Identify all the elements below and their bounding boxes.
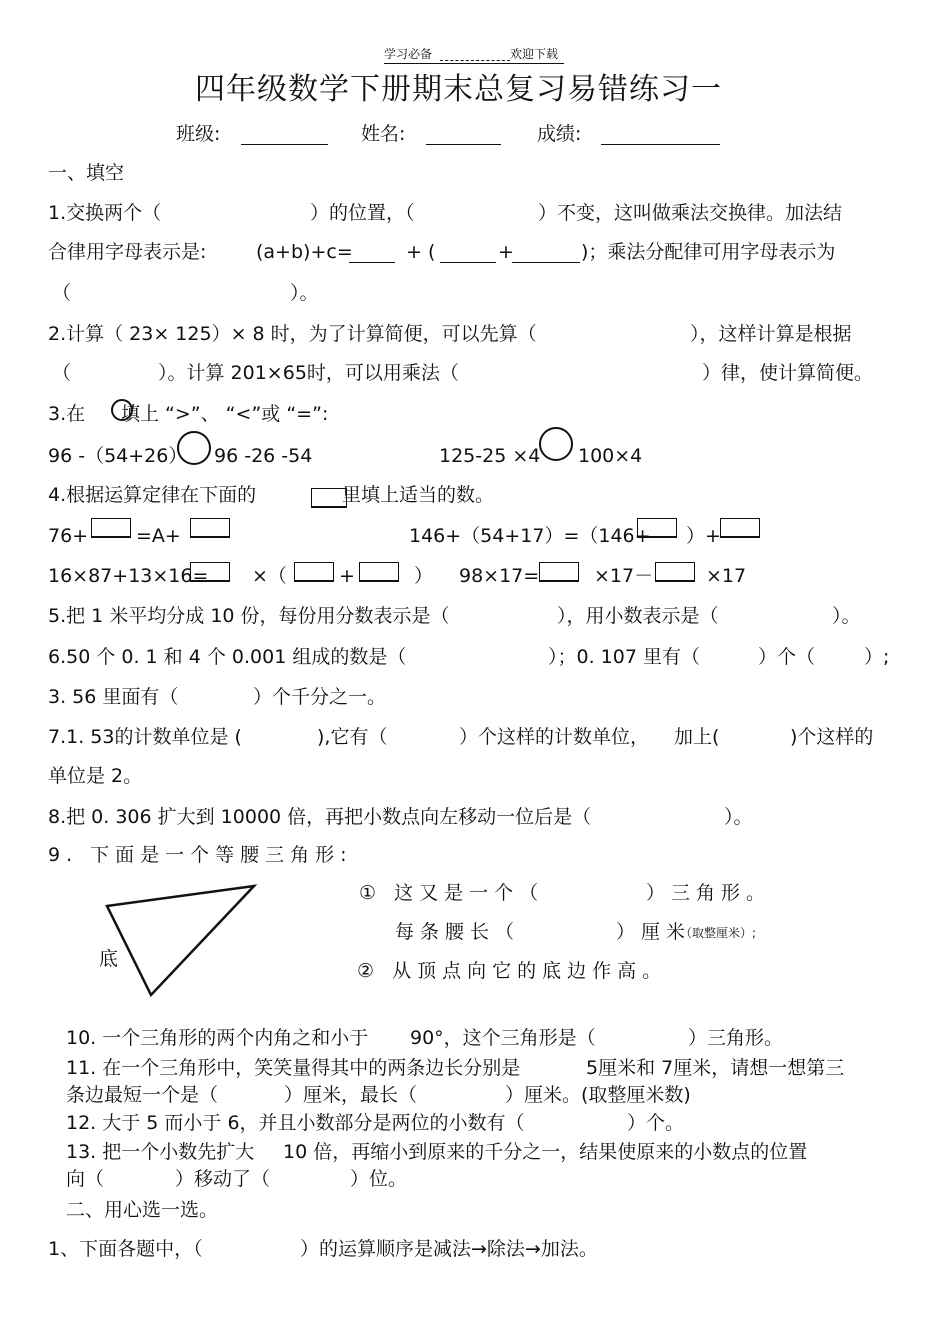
q4-row2b: ×（: [252, 565, 287, 587]
q1-blank-3[interactable]: [512, 262, 580, 263]
q5-c: ）。: [832, 605, 861, 627]
q10-a: 10. 一个三角形的两个内角之和小于: [66, 1027, 369, 1049]
section1-heading: 一、填空: [48, 162, 125, 184]
q9-part3: ② 从顶点向它的底边作高。: [357, 960, 668, 982]
q4-box-2[interactable]: [190, 518, 230, 538]
q4-box-6[interactable]: [294, 562, 334, 582]
q11-c: 条边最短一个是（: [66, 1084, 219, 1106]
q4-row1b: =A+: [136, 525, 181, 547]
q8-a: 8.把 0. 306 扩大到 10000 倍，再把小数点向左移动一位后是（: [48, 806, 592, 828]
q11-e: ）厘米。(取整厘米数): [505, 1084, 691, 1106]
name-blank[interactable]: [426, 144, 501, 145]
q4-row1d: ）+: [686, 525, 721, 547]
q4-box-7[interactable]: [359, 562, 399, 582]
q1-line2a: 合律用字母表示是:: [48, 241, 207, 263]
q13-b: 10 倍，再缩小到原来的千分之一，结果使原来的小数点的位置: [283, 1141, 808, 1163]
q2-line1b: ），这样计算是根据: [690, 323, 852, 345]
q4-row2e: 98×17=: [459, 565, 540, 587]
section2-q1a: 1、下面各题中，（: [48, 1238, 203, 1260]
q1-line1c: ）不变，这叫做乘法交换律。加法结: [538, 202, 843, 224]
q4-box-8[interactable]: [539, 562, 579, 582]
q1-line3b: ）。: [290, 282, 319, 304]
q4-row2c: +: [339, 565, 355, 587]
q12-a: 12. 大于 5 而小于 6，并且小数部分是两位的小数有（: [66, 1112, 525, 1134]
q9-part2a: 每条腰长（: [395, 921, 521, 943]
header-right-text: 欢迎下载: [510, 47, 559, 61]
q9-heading: 9. 下面是一个等腰三角形:: [48, 844, 353, 866]
q4-row1a: 76+: [48, 525, 89, 547]
q2-line2a: （: [52, 362, 72, 384]
score-label: 成绩:: [537, 123, 582, 145]
name-label: 姓名:: [361, 123, 406, 145]
q10-b: 90°，这个三角形是（: [410, 1027, 596, 1049]
q2-line2b: ）。计算 201×65时，可以用乘法（: [158, 362, 459, 384]
q4-line1a: 4.根据运算定律在下面的: [48, 484, 257, 506]
q11-d: ）厘米，最长（: [284, 1084, 418, 1106]
q9-part2b: ）厘米: [616, 921, 692, 943]
q8-b: ）。: [724, 806, 753, 828]
class-blank[interactable]: [241, 144, 328, 145]
triangle-base-label: 底: [99, 948, 119, 970]
q5-b: ），用小数表示是（: [557, 605, 719, 627]
q11-a: 11. 在一个三角形中，笑笑量得其中的两条边长分别是: [66, 1057, 521, 1079]
q1-line3a: （: [52, 282, 72, 304]
header-rule: [384, 63, 564, 64]
section2-heading: 二、用心选一选。: [66, 1199, 219, 1221]
q4-row2a: 16×87+13×16=: [48, 565, 209, 587]
q9-part1b: ）三角形。: [646, 882, 772, 904]
q3-line1b: 填上 “>”、 “<”或 “=”:: [121, 403, 329, 425]
q12-b: ）个。: [627, 1112, 685, 1134]
q2-line1a: 2.计算（ 23× 125）× 8 时，为了计算简便，可以先算（: [48, 323, 537, 345]
q4-box-1[interactable]: [91, 518, 131, 538]
triangle-shape: [107, 886, 254, 995]
q13-e: ）位。: [350, 1168, 408, 1190]
q1-blank-2[interactable]: [440, 262, 496, 263]
q2-line2c: ）律，使计算简便。: [702, 362, 874, 384]
q1-blank-1[interactable]: [349, 262, 395, 263]
q7-b: ),它有（: [317, 726, 388, 748]
q3-expr2-left: 125-25 ×4: [439, 445, 541, 467]
q1-line2d: +: [498, 241, 514, 263]
q3-line1a: 3.在: [48, 403, 86, 425]
q7-e: )个这样的: [790, 726, 874, 748]
page-title: 四年级数学下册期末总复习易错练习一: [195, 72, 722, 107]
q10-c: ）三角形。: [688, 1027, 784, 1049]
q4-box-9[interactable]: [655, 562, 695, 582]
class-label: 班级:: [176, 123, 221, 145]
q13-c: 向（: [66, 1168, 105, 1190]
q7-c: ）个这样的计数单位，: [459, 726, 650, 748]
q4-row1c: 146+（54+17）=（146+: [409, 525, 651, 547]
q1-line2e: )；乘法分配律可用字母表示为: [581, 241, 836, 263]
section2-q1b: ）的运算顺序是减法→除法→加法。: [300, 1238, 598, 1260]
q3-expr2-right: 100×4: [578, 445, 643, 467]
score-blank[interactable]: [601, 144, 720, 145]
header-dash-line: [440, 60, 510, 61]
q7-d: 加上(: [674, 726, 720, 748]
q4-row2g: ×17: [706, 565, 747, 587]
q6-e: 3. 56 里面有（: [48, 686, 179, 708]
q4-box-5[interactable]: [190, 562, 230, 582]
q9-part2c: （取整厘米）;: [680, 926, 757, 940]
q7-a: 7.1. 53的计数单位是 (: [48, 726, 242, 748]
q1-line1a: 1.交换两个（: [48, 202, 162, 224]
q6-a: 6.50 个 0. 1 和 4 个 0.001 组成的数是（: [48, 646, 407, 668]
q6-f: ）个千分之一。: [253, 686, 387, 708]
q6-d: ）;: [864, 646, 890, 668]
q4-box-3[interactable]: [637, 518, 677, 538]
q3-compare-circle-1[interactable]: [177, 431, 211, 465]
q1-line2c: + (: [406, 241, 436, 263]
q11-b: 5厘米和 7厘米，请想一想第三: [586, 1057, 845, 1079]
q4-line1b: 里填上适当的数。: [342, 484, 495, 506]
q9-part1a: ① 这又是一个（: [359, 882, 545, 904]
q3-compare-circle-2[interactable]: [539, 427, 573, 461]
q4-row2f: ×17－: [594, 565, 654, 587]
q6-c: ）个（: [758, 646, 816, 668]
q1-line2b: (a+b)+c=: [256, 241, 353, 263]
q3-expr1-right: 96 -26 -54: [214, 445, 313, 467]
q13-d: ）移动了（: [175, 1168, 271, 1190]
q3-expr1-left: 96 -（54+26）: [48, 445, 188, 467]
q4-box-4[interactable]: [720, 518, 760, 538]
header-left-text: 学习必备: [384, 47, 433, 61]
q6-b: ）；0. 107 里有（: [548, 646, 700, 668]
q4-row2d: ）: [414, 565, 434, 587]
q5-a: 5.把 1 米平均分成 10 份，每份用分数表示是（: [48, 605, 450, 627]
q13-a: 13. 把一个小数先扩大: [66, 1141, 255, 1163]
q1-line1b: ）的位置，（: [310, 202, 415, 224]
q7-f: 单位是 2。: [48, 765, 143, 787]
